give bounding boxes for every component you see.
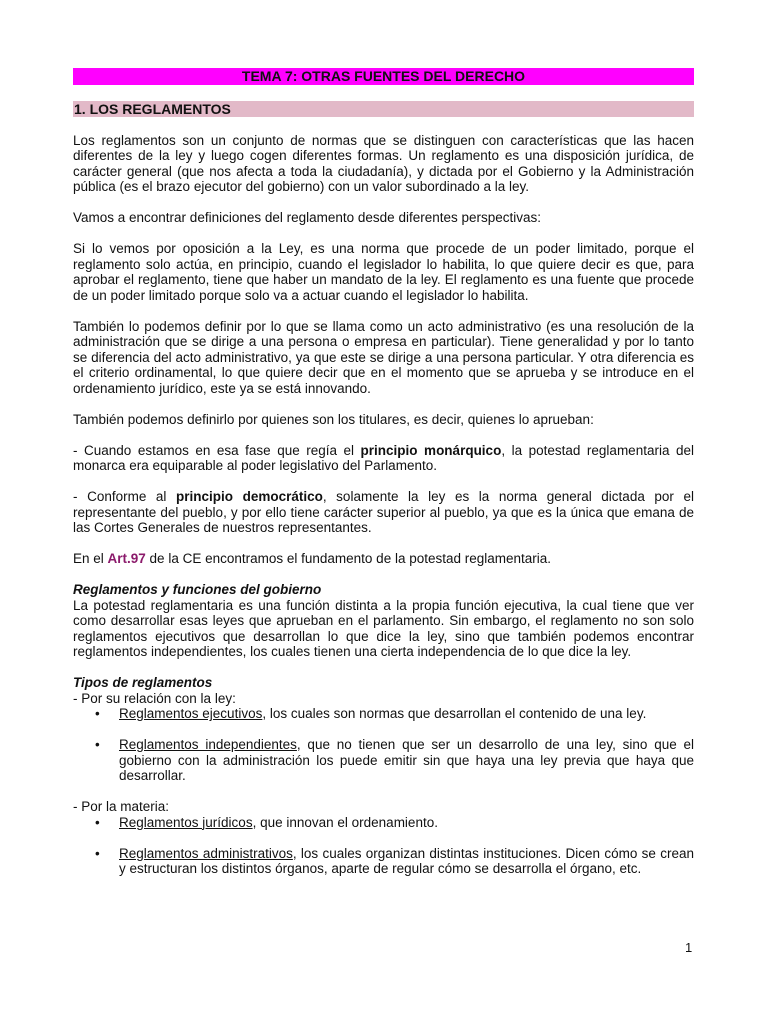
article-reference: Art.97	[107, 551, 146, 566]
paragraph-perspectives: Vamos a encontrar definiciones del reglamento desde diferentes perspectivas:	[73, 210, 542, 225]
paragraph-opposition-law: Si lo vemos por oposición a la Ley, es una norma que procede de un poder limitado, porque el reglamento solo actúa, en principio, cuando el legislador lo habilita, lo que quiere decir es que, para aprobar el reglamento, tiene que haber un mandato de la ley. El reglamento es una fuente que procede de un poder limitado porque solo va a actuar cuando el legislador lo habilita.	[73, 241, 694, 303]
bullet-icon: •	[95, 845, 100, 861]
term-principio-monarquico: principio monárquico	[360, 442, 502, 458]
paragraph-administrative-act: También lo podemos definir por lo que se llama como un acto administrativo (es una resolución de la administración que se dirige a una persona o empresa en particular). Tiene generalidad y por lo tanto se diferencia del acto administrativo, ya que este se dirige a una persona particular. Y otra diferencia es el criterio ordinamental, lo que quiere decir que en el momento que se aprueba y se introduce en el ordenamiento jurídico, este ya se está innovando.	[73, 318, 694, 396]
page-content	[73, 68, 694, 877]
list-item: • Reglamentos jurídicos, que innovan el ordenamiento.	[95, 814, 438, 830]
list-item: • Reglamentos administrativos, los cuales organizan distintas instituciones. Dicen cómo se crean y estructuran los distintos órganos, aparte de regular cómo se desarrolla el órgano, etc.	[95, 845, 694, 876]
list-relacion	[73, 706, 694, 784]
section-heading: 1. LOS REGLAMENTOS	[73, 101, 694, 117]
paragraph-democratic: - Conforme al principio democrático, solamente la ley es la norma general dictada por el representante del pueblo, y por ello tiene carácter superior al pueblo, ya que es la única que emana de las Cortes Generales de nuestros representantes.	[73, 489, 694, 535]
document-title: TEMA 7: OTRAS FUENTES DEL DERECHO	[73, 68, 694, 85]
bullet-icon: •	[95, 737, 100, 752]
paragraph-titulares: También podemos definirlo por quienes son los titulares, es decir, quienes lo aprueban:	[73, 411, 594, 427]
list-item: • Reglamentos independientes, que no tienen que ser un desarrollo de una ley, sino que el gobierno con la administración los puede emitir sin que haya una ley previa que haya que desarrollar.	[95, 737, 695, 783]
paragraph-definition: Los reglamentos son un conjunto de normas que se distinguen con características que las hacen diferentes de la ley y luego cogen diferentes formas. Un reglamento es una disposición jurídica, de carácter general (que nos afecta a toda la ciudadanía), y dictada por el Gobierno y la Administración pública (es el brazo ejecutor del gobierno) con un valor subordinado a la ley.	[73, 132, 694, 194]
term-principio-democratico: principio democrático	[176, 489, 323, 504]
page-number: 1	[685, 940, 693, 955]
paragraph-article-97: En el Art.97 de la CE encontramos el fundamento de la potestad reglamentaria.	[73, 551, 552, 566]
list-label-materia: - Por la materia:	[73, 799, 170, 814]
bullet-icon: •	[95, 706, 100, 721]
list-item: • Reglamentos ejecutivos, los cuales son normas que desarrollan el contenido de una ley.	[95, 706, 647, 721]
subheading-funciones: Reglamentos y funciones del gobierno	[73, 582, 322, 597]
subheading-tipos: Tipos de reglamentos	[73, 675, 213, 690]
paragraph-funciones: La potestad reglamentaria es una función distinta a la propia función ejecutiva, la cual tiene que ver como desarrollar esas leyes que aprueban en el parlamento. Sin embargo, el reglamento no son solo reglamentos ejecutivos que desarrollan lo que dice la ley, sino que también podemos encontrar reglamentos independientes, los cuales tienen una cierta independencia de lo que dice la ley.	[73, 597, 694, 659]
list-materia	[73, 815, 694, 877]
bullet-icon: •	[95, 814, 100, 830]
list-label-relacion: - Por su relación con la ley:	[73, 690, 236, 706]
paragraph-monarchic: - Cuando estamos en esa fase que regía el principio monárquico, la potestad reglamentaria del monarca era equiparable al poder legislativo del Parlamento.	[73, 442, 694, 473]
